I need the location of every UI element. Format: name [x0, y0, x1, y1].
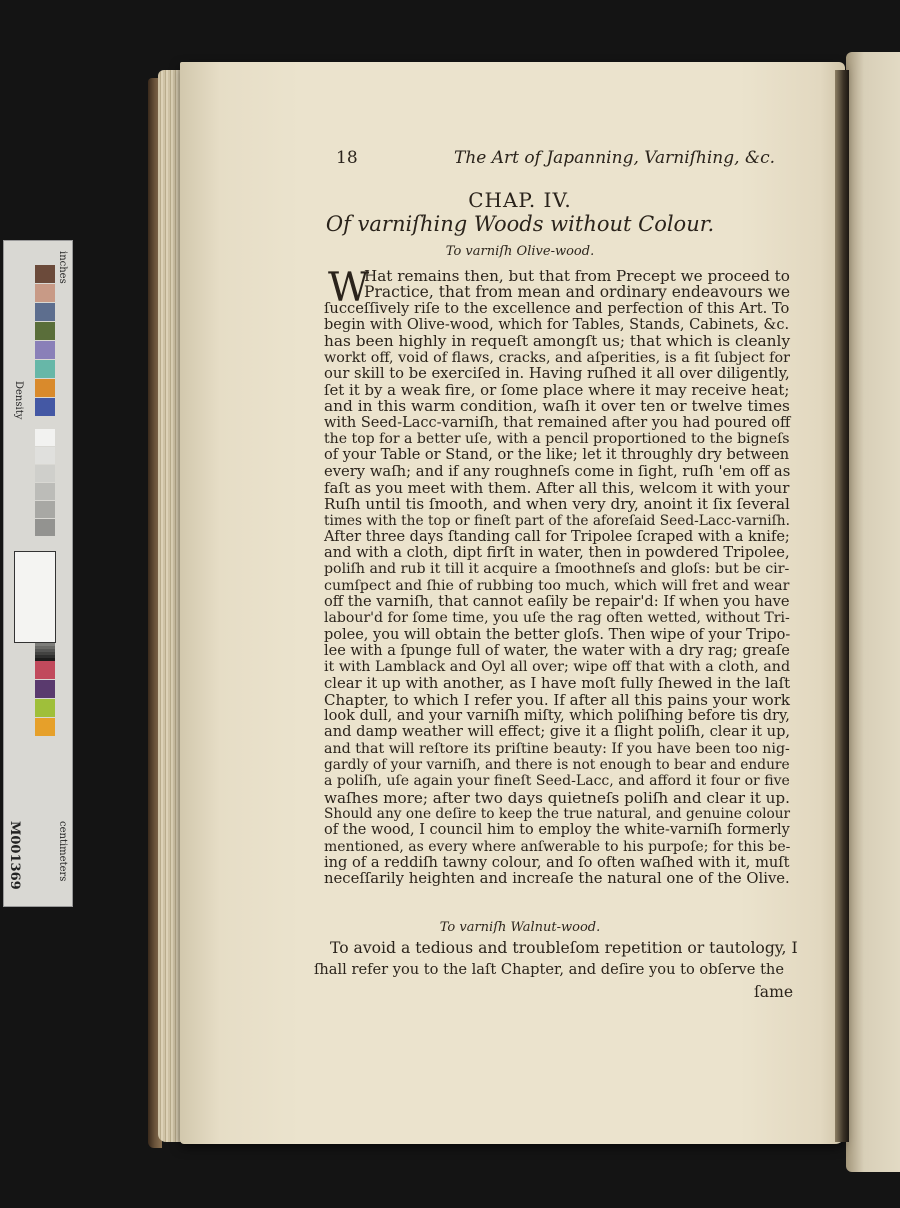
text-line: ſhall refer you to the laſt Chapter, and deſire you to obſerve the: [314, 961, 784, 978]
running-head: The Art of Japanning, Varniſhing, &c.: [454, 148, 775, 168]
text-line: labour'd for ſome time, you uſe the rag often wetted, without Tri-: [324, 610, 790, 627]
text-line: After three days ſtanding call for Tripolee ſcraped with a knife;: [324, 527, 790, 545]
text-line: ſucceſſively riſe to the excellence and perfection of this Art. To: [324, 299, 790, 317]
text-line: Should any one deſire to keep the true natural, and genuine colour: [324, 805, 791, 822]
color-swatch: [35, 680, 55, 698]
target-id: M001369: [7, 821, 22, 890]
color-swatch: [35, 303, 55, 321]
text-line: times with the top or fineſt part of the aforeſaid Seed-Lacc-varniſh.: [324, 512, 790, 529]
text-line: of the wood, I council him to employ the white-varniſh formerly: [324, 822, 790, 839]
text-line: Ruſh until tis ſmooth, and when very dry, anoint it ſix ſeveral: [324, 495, 790, 514]
text-line: waſhes more; after two days quietneſs poliſh and clear it up.: [324, 788, 790, 807]
text-line: neceſſarily heighten and increaſe the natural one of the Olive.: [324, 870, 790, 888]
text-line: and that will reſtore its priſtine beauty: If you have been too nig-: [324, 740, 790, 757]
text-line: our skill to be exerciſed in. Having ruſhed it all over diligently,: [324, 364, 790, 382]
color-swatch: [35, 360, 55, 378]
text-line: workt off, void of flaws, cracks, and aſperities, is a fit ſubject for: [324, 349, 790, 366]
color-swatch: [35, 265, 55, 283]
section-heading-walnut: To varniſh Walnut-wood.: [439, 920, 601, 935]
gray-swatch: [35, 447, 55, 464]
target-label-inches: inches: [57, 251, 68, 284]
gray-swatch: [35, 465, 55, 482]
gray-swatch: [35, 483, 55, 500]
section-heading-olive: To varniſh Olive-wood.: [445, 244, 595, 259]
text-line: and in this warm condition, waſh it over ten or twelve times: [324, 397, 790, 416]
text-line: the top for a better uſe, with a pencil proportioned to the bigneſs: [324, 431, 790, 447]
text-line: poliſh and rub it till it acquire a ſmoothneſs and gloſs: but be cir-: [324, 561, 790, 578]
color-swatch: [35, 398, 55, 416]
text-line: polee, you will obtain the better gloſs. Then wipe of your Tripo-: [324, 626, 791, 643]
color-swatch: [35, 379, 55, 397]
color-swatch: [35, 699, 55, 717]
text-line: with Seed-Lacc-varniſh, that remained after you had poured off: [324, 414, 791, 431]
text-line: and with a cloth, dipt firſt in water, then in powdered Tripolee,: [324, 544, 790, 562]
text-line: begin with Olive-wood, which for Tables, Stands, Cabinets, &c.: [324, 315, 790, 333]
page-header: [336, 148, 775, 172]
text-line: ing of a reddiſh tawny colour, and ſo often waſhed with it, muſt: [324, 853, 790, 871]
text-line: mentioned, as every where anſwerable to his purpoſe; for this be-: [324, 838, 791, 855]
text-line: ſet it by a weak fire, or ſome place where it may receive heat;: [324, 381, 790, 400]
text-line: Hat remains then, but that from Precept we proceed to: [364, 267, 790, 285]
chapter-subtitle: Of varniſhing Woods without Colour.: [325, 212, 715, 236]
text-line: a poliſh, uſe again your fineſt Seed-Lacc, and afford it four or five: [324, 773, 790, 790]
gray-swatch: [35, 429, 55, 446]
text-line: it with Lamblack and Oyl all over; wipe off that with a cloth, and: [324, 659, 791, 676]
target-label-density: Density: [13, 381, 24, 420]
text-line: gardly of your varniſh, and there is not enough to bear and endure: [324, 757, 790, 773]
chapter-title: CHAP. IV.: [468, 188, 572, 212]
color-calibration-target: [3, 240, 73, 907]
gray-swatch: [35, 501, 55, 518]
text-line: Practice, that from mean and ordinary endeavours we: [364, 283, 791, 302]
text-line: To avoid a tedious and troubleſom repetition or tautology, I: [330, 939, 798, 957]
color-swatch: [35, 322, 55, 340]
color-swatch: [35, 718, 55, 736]
text-line: look dull, and your varniſh miſty, which poliſhing before tis dry,: [324, 707, 790, 725]
color-swatch: [35, 341, 55, 359]
text-line: has been highly in requeſt amongſt us; that which is cleanly: [324, 332, 791, 351]
gray-swatch: [35, 519, 55, 536]
text-line: lee with a ſpunge full of water, the water with a dry rag; greaſe: [324, 642, 790, 659]
text-line: cumſpect and ſhie of rubbing too much, which will fret and wear: [324, 577, 790, 594]
text-line: of your Table or Stand, or the like; let it throughly dry between: [324, 447, 790, 464]
text-line: clear it up with another, as I have moſt fully ſhewed in the laſt: [324, 674, 791, 692]
text-line: every waſh; and if any roughneſs come in ſight, ruſh 'em off as: [324, 462, 791, 480]
target-barcode-panel: [14, 551, 56, 643]
drop-cap: W: [328, 265, 370, 311]
text-line: faſt as you meet with them. After all this, welcom it with your: [324, 478, 790, 497]
text-line: ſame: [754, 983, 794, 1001]
gray-swatch: [35, 658, 55, 661]
text-line: Chapter, to which I refer you. If after all this pains your work: [324, 690, 790, 709]
text-line: off the varniſh, that cannot eaſily be repair'd: If when you have: [324, 593, 790, 610]
text-line: and damp weather will effect; give it a ſlight poliſh, clear it up,: [324, 723, 791, 741]
color-swatch: [35, 284, 55, 302]
target-label-centimeters: centimeters: [57, 821, 68, 882]
color-swatch: [35, 661, 55, 679]
page-number: 18: [336, 148, 358, 168]
